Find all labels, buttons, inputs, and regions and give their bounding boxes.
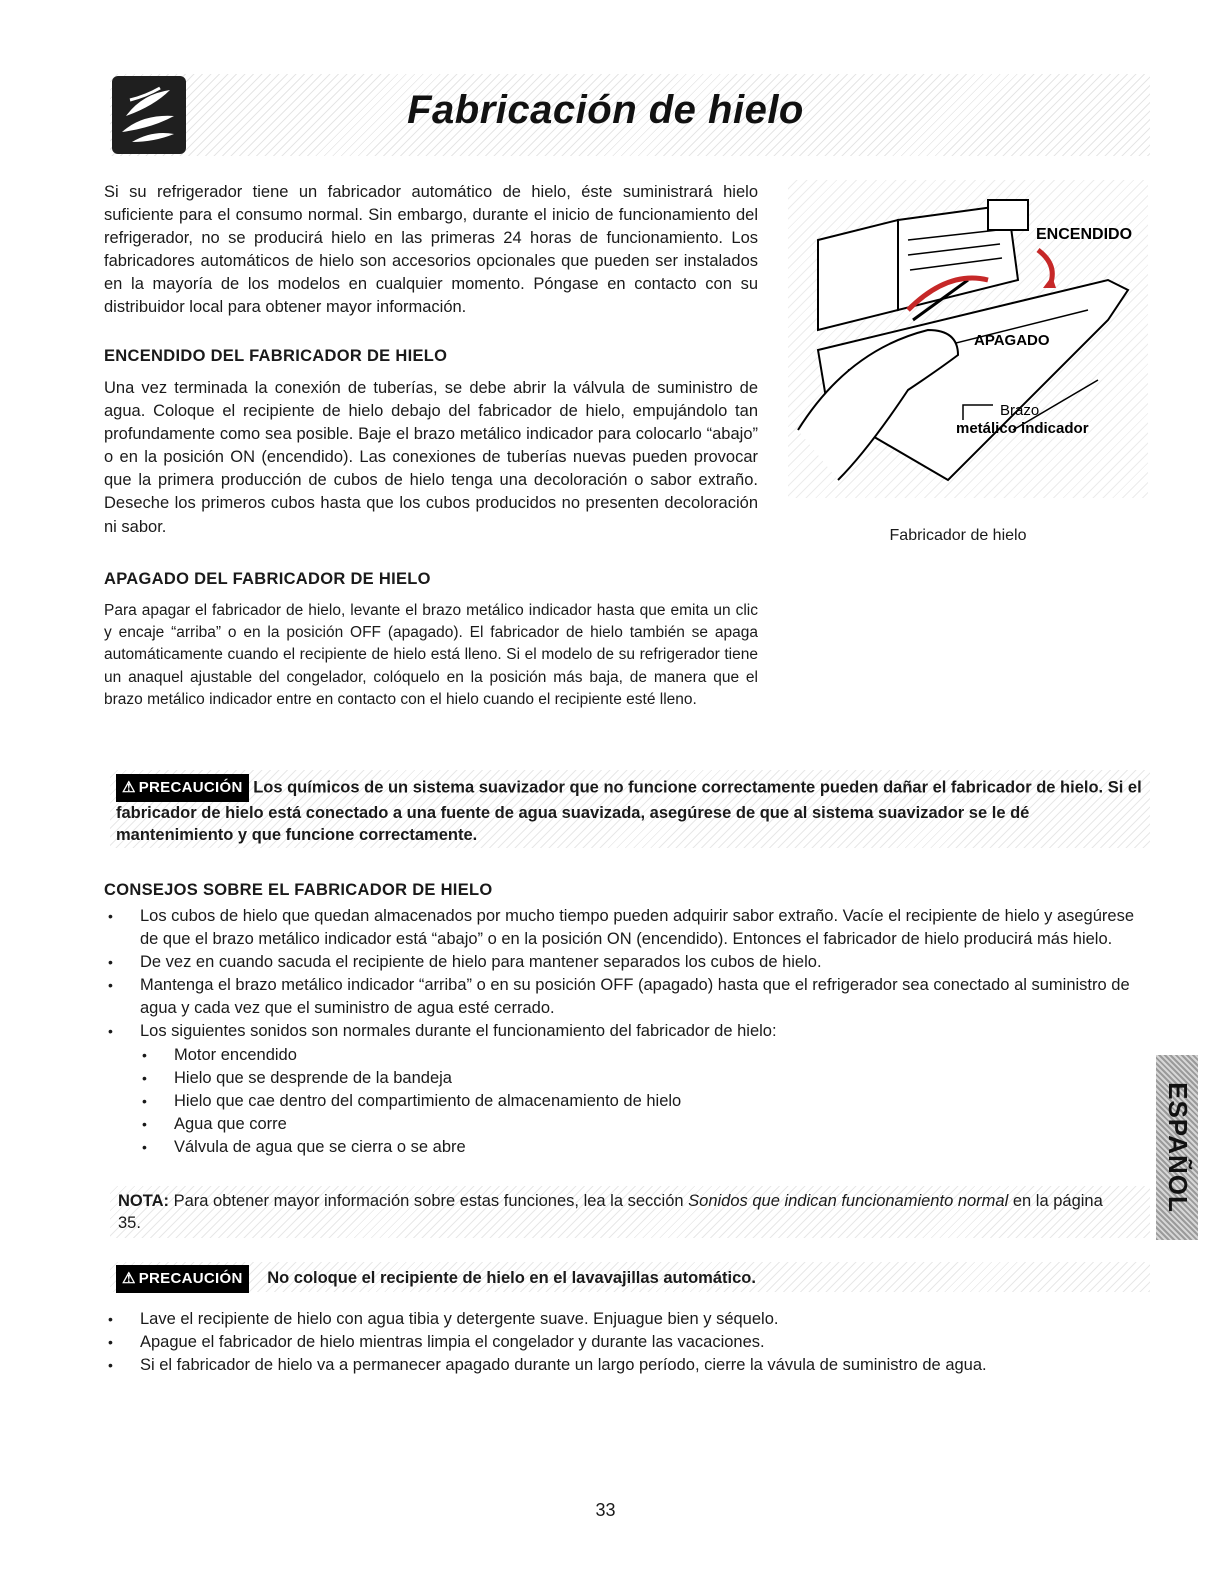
- note-label: NOTA:: [118, 1192, 170, 1210]
- sounds-list: [104, 1044, 1150, 1159]
- care-item: • Lave el recipiente de hielo con agua tibia y detergente suave. Enjuague bien y séquelo.: [104, 1308, 1150, 1331]
- figure-label-on: ENCENDIDO: [1036, 226, 1133, 243]
- intro-paragraph: Si su refrigerador tiene un fabricador automático de hielo, éste suministrará hielo suficiente para el consumo normal. Sin embargo, durante el inicio de funcionamiento del refrigerador, no se producirá hielo en las primeras 24 horas de funcionamiento. Los fabricadores automáticos de hielo son accesorios opcionales que pueden ser instalados en la mayoría de los modelos en cualquier momento. Póngase en contacto con su distribuidor local para obtener mayor información.: [104, 183, 758, 317]
- tips-heading: CONSEJOS SOBRE EL FABRICADOR DE HIELO: [104, 881, 493, 899]
- warning-icon: ⚠: [122, 779, 136, 796]
- sound-item: • Agua que corre: [104, 1113, 1150, 1136]
- note: [118, 1190, 1128, 1234]
- note-text: Para obtener mayor información sobre estas funciones, lea la sección: [173, 1192, 684, 1210]
- figure-label-off: APAGADO: [974, 332, 1050, 349]
- tip-item: • Los siguientes sonidos son normales durante el funcionamiento del fabricador de hielo:: [104, 1020, 1150, 1043]
- figure-caption: Fabricador de hielo: [889, 527, 1027, 544]
- side-tab-label: ESPAÑOL: [1162, 1082, 1193, 1213]
- tip-item: • Los cubos de hielo que quedan almacenados por mucho tiempo pueden adquirir sabor extraño. Vacíe el recipiente de hielo y asegúrese de que el brazo metálico indicador está “abajo” o en la posición ON (encendido). Entonces el fabricador de hielo producirá más hielo.: [104, 905, 1150, 951]
- caution-badge-2: ⚠ PRECAUCIÓN: [116, 1265, 249, 1293]
- figure-label-arm-1: Brazo: [1000, 402, 1040, 419]
- figure-label-arm-2: metálico indicador: [956, 420, 1089, 437]
- off-section-heading: APAGADO DEL FABRICADOR DE HIELO: [104, 570, 431, 588]
- caution-1: [116, 774, 1146, 846]
- caution-2-text: ⚠ PRECAUCIÓN No coloque el recipiente de hielo en el lavavajillas automático.: [116, 1265, 1146, 1293]
- caution-badge-1: ⚠ PRECAUCIÓN: [116, 774, 249, 802]
- sound-item: • Hielo que se desprende de la bandeja: [104, 1067, 1150, 1090]
- caution-2: [116, 1265, 1146, 1293]
- care-item: • Si el fabricador de hielo va a permanecer apagado durante un largo período, cierre la vávula de suministro de agua.: [104, 1354, 1150, 1377]
- sound-item: • Válvula de agua que se cierra o se abre: [104, 1136, 1150, 1159]
- on-section-text: Una vez terminada la conexión de tuberías, se debe abrir la válvula de suministro de agua. Coloque el recipiente de hielo debajo del fabricador de hielo, empujándolo tan profundamente como sea posible. Baje el brazo metálico indicador para colocarlo “abajo” o en la posición ON (encendido). Las conexiones de tuberías nuevas pueden provocar que la primera producción de cubos de hielo tenga una decoloración o sabor extraño. Deseche los primeros cubos hasta que los cubos producidos no presenten decoloración ni sabor.: [104, 379, 758, 536]
- warning-icon: ⚠: [122, 1270, 136, 1287]
- page-title: Fabricación de hielo: [407, 88, 804, 132]
- ice-maker-figure: [788, 180, 1148, 498]
- note-reference: Sonidos que indican funcionamiento normal: [688, 1192, 1009, 1210]
- language-side-tab: [1156, 1055, 1198, 1240]
- care-list: [104, 1308, 1150, 1377]
- note-page: en la página 35.: [118, 1192, 1103, 1232]
- sound-item: • Motor encendido: [104, 1044, 1150, 1067]
- caution-1-text: ⚠ PRECAUCIÓN Los químicos de un sistema suavizador que no funcione correctamente pueden dañar el fabricador de hielo. Si el fabricador de hielo está conectado a una fuente de agua suavizada, asegúrese de que al sistema suavizador se le dé mantenimiento y que funcione correctamente.: [116, 774, 1146, 846]
- on-section-heading: ENCENDIDO DEL FABRICADOR DE HIELO: [104, 347, 448, 365]
- tips-list-wrap: [104, 905, 1150, 1159]
- tip-item: • Mantenga el brazo metálico indicador “arriba” o en su posición OFF (apagado) hasta que el refrigerador sea conectado al suministro de agua y cada vez que el suministro de agua esté cerrado.: [104, 974, 1150, 1020]
- care-item: • Apague el fabricador de hielo mientras limpia el congelador y durante las vacaciones.: [104, 1331, 1150, 1354]
- tip-item: • De vez en cuando sacuda el recipiente de hielo para mantener separados los cubos de hielo.: [104, 951, 1150, 974]
- tips-list: [104, 905, 1150, 1044]
- page-number: 33: [595, 1500, 616, 1520]
- care-list-wrap: [104, 1308, 1150, 1377]
- sound-item: • Hielo que cae dentro del compartimiento de almacenamiento de hielo: [104, 1090, 1150, 1113]
- off-section-text: Para apagar el fabricador de hielo, levante el brazo metálico indicador hasta que emita un clic y encaje “arriba” o en la posición OFF (apagado). El fabricador de hielo también se apaga automáticamente cuando el recipiente de hielo está lleno. Si el modelo de su refrigerador tiene un anaquel ajustable del congelador, colóquelo en la posición más baja, de manera que el brazo metálico indicador entre en contacto con el hielo cuando el recipiente esté lleno.: [104, 602, 758, 708]
